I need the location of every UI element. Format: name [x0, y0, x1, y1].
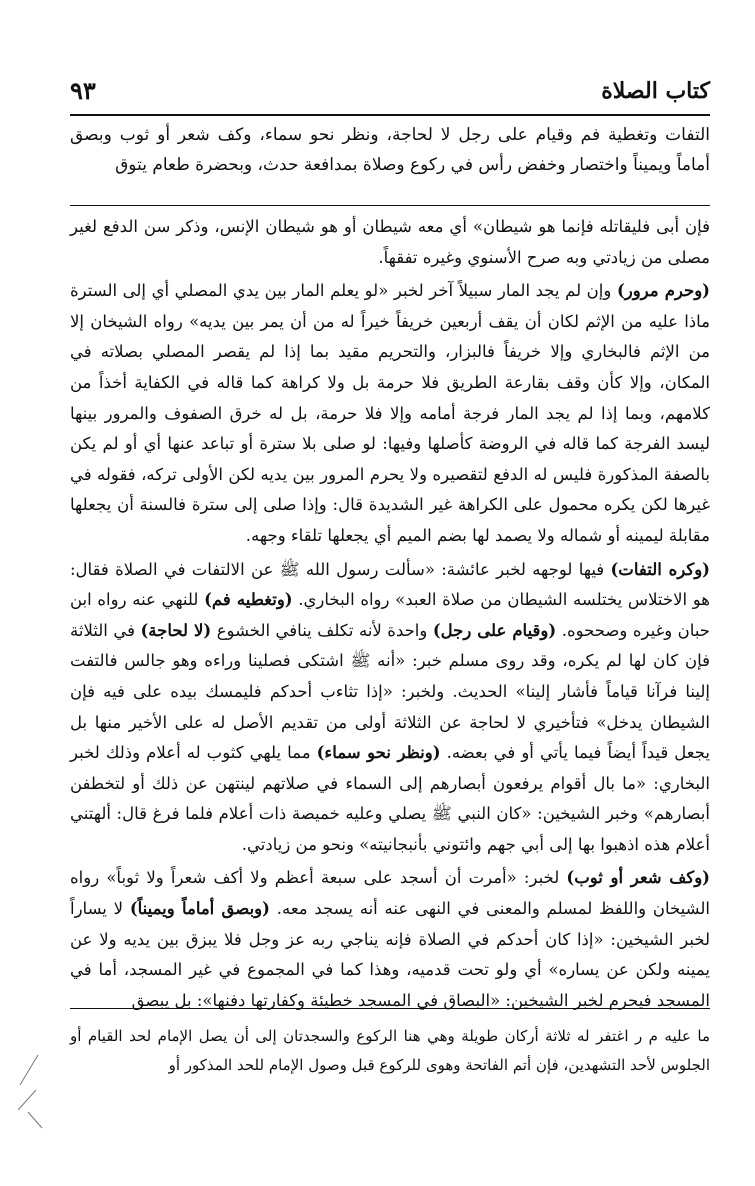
commentary-paragraph-1	[70, 212, 710, 273]
matn-quote: (ونظر نحو سماء)	[316, 743, 441, 763]
paragraph-text: في الثلاثة فإن كان لها لم يكره، وقد روى مسلم خبر: «أنه ﷺ اشتكى فصلينا وراءه وهو جالس فالتفت إلينا فرآنا قياماً فأشار إلينا» الحديث. ولخبر: «إذا تثاءب أحدكم فليمسك بيده على فيه فإن الشيطان يدخل» فتأخيري لا لحاجة عن الثلاثة أولى من تقديم الأصل له على الأخير منها بل يجعل قيداً أيضاً فيما يأتي أو في بعضه.	[70, 620, 710, 763]
commentary-paragraph-2	[70, 276, 710, 551]
page-header	[70, 74, 710, 116]
commentary-paragraph-4	[70, 863, 710, 1016]
commentary	[70, 212, 710, 1019]
matn-quote: (وكف شعر أو ثوب)	[566, 868, 710, 888]
book-page	[70, 0, 710, 1186]
footnote: ما عليه م ر اغتفر له ثلاثة أركان طويلة وهي هنا الركوع والسجدتان إلى أن يصل الإمام لحد القيام أو الجلوس لأحد التشهدين، فإن أتم الفاتحة وهوى للركوع قبل وصول الإمام للحد المذكور أو	[70, 1027, 710, 1074]
matn-quote: (لا لحاجة)	[140, 620, 212, 640]
commentary-paragraph-3	[70, 555, 710, 861]
matn-quote: (وكره التفات)	[610, 559, 710, 579]
paragraph-text: لا يساراً لخبر الشيخين: «إذا كان أحدكم في الصلاة فإنه يناجي ربه عز وجل فلا يبزق بين يديه ولا عن يمينه ولكن عن يساره» أي ولو تحت قدميه، وهذا كما في المجموع في غير المسجد، أما في المسجد فيحرم لخبر الشيخين: «البصاق في المسجد خطيئة وكفارتها دفنها»: بل يبصق	[70, 899, 710, 1010]
paragraph-text: فإن أبى فليقاتله فإنما هو شيطان» أي معه شيطان أو هو شيطان الإنس، وذكر سن الدفع لغير مصلى من زيادتي وبه صرح الأسنوي وغيره تفقهاً.	[70, 217, 710, 267]
footnote-divider	[70, 1008, 710, 1009]
paragraph-text: لخبر: «أمرت أن أسجد على سبعة أعظم ولا أكف شعراً ولا ثوباً» رواه الشيخان واللفظ لمسلم والمعنى في النهى عنه أنه يسجد معه.	[70, 868, 710, 919]
page-number: ٩٣	[70, 76, 96, 105]
paragraph-text: للنهي عنه رواه ابن حبان وغيره وصححوه.	[70, 590, 710, 640]
paragraph-text: فيها لوجهه لخبر عائشة: «سألت رسول الله ﷺ عن الالتفات في الصلاة فقال: هو الاختلاس يختلسه الشيطان من صلاة العبد» رواه البخاري.	[70, 559, 710, 610]
page-corner-mark	[8, 1050, 48, 1130]
paragraph-text: واحدة لأنه تكلف ينافي الخشوع	[211, 620, 433, 640]
paragraph-text: وإن لم يجد المار سبيلاً آخر لخبر «لو يعلم المار بين يدي المصلي أي إلى السترة ماذا عليه من الإثم لكان أن يقف أربعين خريفاً خيراً له من أن يمر بين يديه» رواه الشيخان إلا من الإثم فالبخاري وإلا خريفاً فالبزار، والتحريم مقيد بما إذا لم يقصر المصلي بصلاته في المكان، وإلا كأن وقف بقارعة الطريق فلا حرمة بل ولا كراهة كما قاله في الكفاية أخذاً من كلامهم، وبما إذا لم يجد المار فرجة أمامه وإلا فلا حرمة، بل له خرق الصفوف والمرور بينها ليسد الفرجة كما قاله في الروضة كأصلها وفيها: لو صلى بلا سترة أو تباعد عنها أي أو لم يكن بالصفة المذكورة فليس له الدفع لتقصيره ولا يحرم المرور بين يديه لكن الأولى تركه، فقوله في غيرها لكن يكره محمول على الكراهة غير الشديدة قال: وإذا صلى إلى سترة فالسنة أن يجعلها مقابلة ليمينه أو شماله ولا يصمد لها بضم الميم أي يجعلها تلقاء وجهه.	[70, 281, 710, 545]
matn-divider	[70, 205, 710, 206]
matn-quote: (وتغطيه فم)	[204, 590, 293, 610]
paragraph-text: مما يلهي كثوب له أعلام وذلك لخبر البخاري: «ما بال أقوام يرفعون أبصارهم إلى السماء في صلاتهم لينتهن عن ذلك أو لتخطفن أبصارهم» وخبر الشيخين: «كان النبي ﷺ يصلي وعليه خميصة ذات أعلام فلما فرغ قال: ألهتني أعلام هذه اذهبوا بها إلى أبي جهم وائتوني بأنبجانيته» ونحو من زيادتي.	[70, 743, 710, 854]
chapter-title: كتاب الصلاة	[601, 78, 710, 104]
matn-quote: (وقيام على رجل)	[432, 620, 557, 640]
matn-text: التفات وتغطية فم وقيام على رجل لا لحاجة، ونظر نحو سماء، وكف شعر أو ثوب وبصق أماماً ويميناً واختصار وخفض رأس في ركوع وصلاة بمدافعة حدث، وبحضرة طعام يتوق	[70, 125, 710, 175]
matn-quote: (وحرم مرور)	[616, 281, 710, 301]
matn-quote: (وبصق أماماً ويميناً)	[129, 899, 270, 919]
